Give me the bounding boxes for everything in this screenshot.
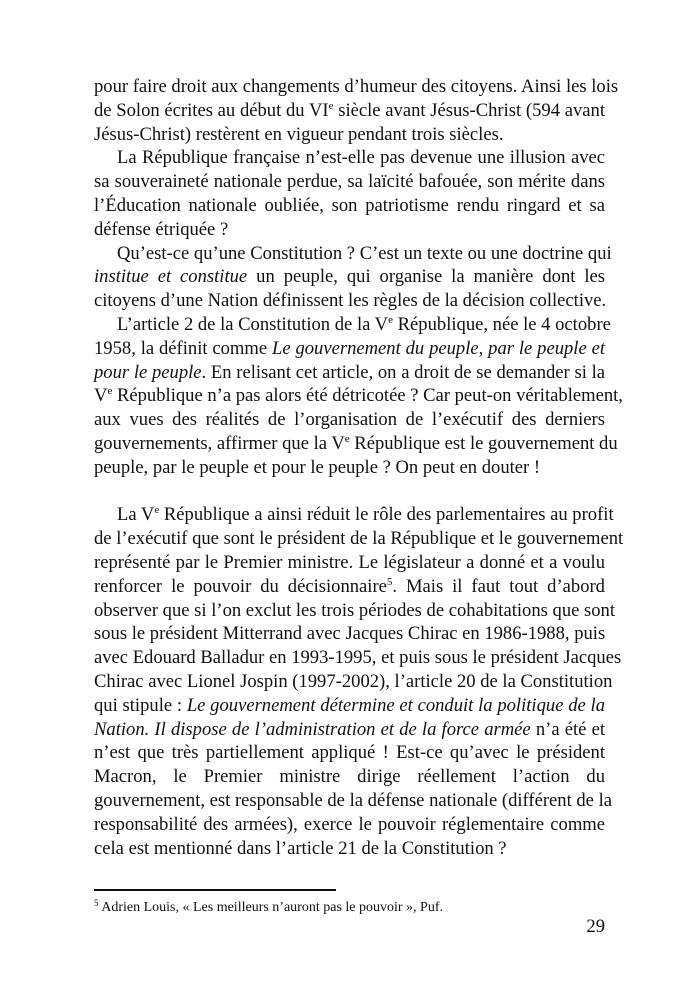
paragraph bbox=[94, 503, 624, 860]
paragraph bbox=[94, 242, 612, 313]
text-run: République, née le 4 octobre bbox=[393, 313, 611, 335]
text-line bbox=[94, 170, 605, 194]
text-line bbox=[94, 361, 605, 385]
text-line bbox=[94, 456, 605, 480]
text-line bbox=[94, 527, 624, 551]
text-line bbox=[94, 242, 612, 266]
text-run: représenté par le Premier ministre. Le législateur a donné et a voulu bbox=[94, 551, 605, 573]
text-line bbox=[94, 503, 614, 527]
text-line bbox=[94, 123, 605, 147]
paragraph bbox=[94, 75, 619, 146]
text-run: La V bbox=[117, 504, 155, 526]
text-run: . Mais il faut tout d’abord bbox=[392, 575, 605, 597]
superscript: e bbox=[328, 99, 334, 112]
text-run: Qu’est-ce qu’une Constitution ? C’est un texte ou une doctrine qui bbox=[117, 242, 612, 264]
superscript: 5 bbox=[386, 575, 393, 588]
text-run: de Solon écrites au début du VI bbox=[94, 99, 329, 121]
text-run: n’a été et bbox=[530, 718, 605, 740]
text-run: sous le président Mitterrand avec Jacques Chirac en 1986-1988, puis bbox=[94, 623, 606, 645]
text-run: Macron, le Premier ministre dirige réellement l’action du bbox=[94, 766, 605, 788]
text-line bbox=[94, 551, 605, 575]
text-line bbox=[94, 408, 605, 432]
text-run: 1958, la définit comme bbox=[94, 337, 272, 359]
text-run: responsabilité des armées), exerce le pouvoir réglementaire comme bbox=[94, 813, 605, 835]
text-line bbox=[94, 670, 613, 694]
text-run: défense étriquée ? bbox=[94, 218, 229, 240]
text-run: siècle avant Jésus-Christ (594 avant bbox=[333, 99, 606, 121]
text-run: gouvernements, affirmer que la V bbox=[94, 432, 345, 454]
text-run: l’Éducation nationale oubliée, son patriotisme rendu ringard et sa bbox=[94, 194, 605, 216]
text-run: gouvernement, est responsable de la défense nationale (différent de la bbox=[94, 789, 613, 811]
text-line bbox=[94, 789, 613, 813]
italic-text: Nation. Il dispose de l’administration et de la force armée bbox=[94, 718, 531, 740]
text-line bbox=[94, 599, 616, 623]
text-line bbox=[94, 813, 605, 837]
superscript: e bbox=[344, 432, 350, 445]
text-line bbox=[94, 432, 618, 456]
text-line bbox=[94, 146, 605, 170]
text-line bbox=[94, 313, 611, 337]
footnote-text: Adrien Louis, « Les meilleurs n’auront pas le pouvoir », Puf. bbox=[98, 900, 443, 915]
text-run: L’article 2 de la Constitution de la V bbox=[117, 313, 389, 335]
text-run: de l’exécutif que sont le président de la République et le gouvernement bbox=[94, 528, 624, 550]
text-run: citoyens d’une Nation définissent les règles de la décision collective. bbox=[94, 290, 607, 312]
footnote-marker: 5 bbox=[94, 898, 99, 908]
text-line bbox=[94, 741, 605, 765]
text-line bbox=[94, 575, 605, 599]
text-run: cela est mentionné dans l’article 21 de la Constitution ? bbox=[94, 837, 507, 859]
paragraph-spacer bbox=[94, 480, 605, 504]
text-run: Chirac avec Lionel Jospin (1997-2002), l’article 20 de la Constitution bbox=[94, 670, 613, 692]
page-number: 29 bbox=[586, 916, 605, 937]
text-run: qui stipule : bbox=[94, 694, 187, 716]
text-line bbox=[94, 837, 605, 861]
italic-text: institue et constitue bbox=[94, 266, 248, 288]
text-line bbox=[94, 265, 605, 289]
text-line bbox=[94, 646, 622, 670]
text-run: peuple, par le peuple et pour le peuple ? On peut en douter ! bbox=[94, 456, 541, 478]
text-run: Jésus-Christ) restèrent en vigueur pendant trois siècles. bbox=[94, 123, 504, 145]
text-line bbox=[94, 337, 605, 361]
text-run: pour faire droit aux changements d’humeur des citoyens. Ainsi les lois bbox=[94, 76, 619, 97]
text-run: sa souveraineté nationale perdue, sa laïcité bafouée, son mérite dans bbox=[94, 171, 605, 193]
text-line bbox=[94, 289, 605, 313]
footnote bbox=[94, 900, 443, 916]
text-run: La République française n’est-elle pas devenue une illusion avec bbox=[117, 147, 605, 169]
footnote-separator bbox=[94, 889, 336, 891]
text-line bbox=[94, 75, 619, 99]
text-run: aux vues des réalités de l’organisation de l’exécutif des derniers bbox=[94, 409, 605, 431]
body-text bbox=[94, 75, 624, 860]
text-run: République est le gouvernement du bbox=[349, 432, 618, 454]
text-run: V bbox=[94, 385, 108, 407]
text-line bbox=[94, 99, 605, 123]
superscript: e bbox=[154, 504, 160, 517]
text-line bbox=[94, 194, 605, 218]
text-run: avec Edouard Balladur en 1993-1995, et puis sous le président Jacques bbox=[94, 647, 622, 669]
text-run: observer que si l’on exclut les trois périodes de cohabitations que sont bbox=[94, 599, 616, 621]
text-line bbox=[94, 694, 605, 718]
paragraph bbox=[94, 313, 623, 480]
paragraph bbox=[94, 146, 605, 241]
italic-text: Le gouvernement du peuple, par le peuple et bbox=[271, 337, 605, 359]
text-run: renforcer le pouvoir du décisionnaire bbox=[94, 575, 387, 597]
italic-text: pour le peuple bbox=[94, 361, 202, 383]
text-line bbox=[94, 718, 605, 742]
text-run: . En relisant cet article, on a droit de se demander si la bbox=[201, 361, 605, 383]
superscript: e bbox=[388, 313, 393, 326]
text-run: République n’a pas alors été détricotée ? Car peut-on véritablement, bbox=[112, 385, 623, 407]
text-run: un peuple, qui organise la manière dont les bbox=[247, 266, 606, 288]
text-line bbox=[94, 218, 605, 242]
superscript: e bbox=[107, 385, 113, 398]
text-run: République a ainsi réduit le rôle des parlementaires au profit bbox=[159, 504, 614, 526]
italic-text: Le gouvernement détermine et conduit la politique de la bbox=[186, 694, 605, 716]
text-run: n’est que très partiellement appliqué ! Est-ce qu’avec le président bbox=[94, 742, 605, 764]
text-line bbox=[94, 765, 605, 789]
text-line bbox=[94, 384, 623, 408]
text-line bbox=[94, 622, 605, 646]
